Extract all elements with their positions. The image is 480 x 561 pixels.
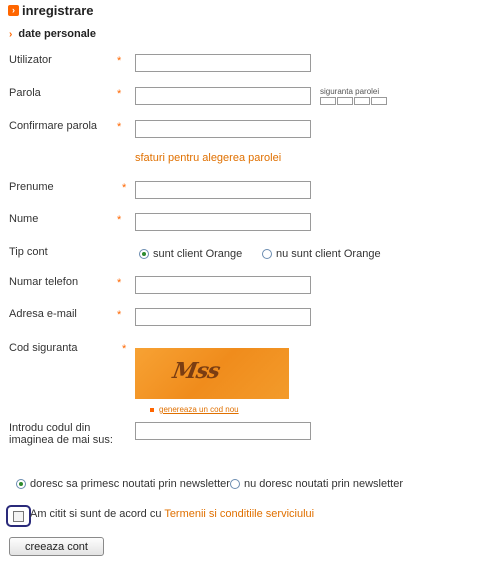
- captcha-image: [135, 348, 289, 399]
- regenerate-code[interactable]: [150, 405, 239, 414]
- page-header: [8, 3, 94, 18]
- radio-selected-icon[interactable]: [16, 479, 26, 489]
- newsletter-unsubscribe[interactable]: [230, 478, 403, 490]
- terms-checkbox-focus[interactable]: [6, 505, 31, 527]
- captcha-text: Mss: [170, 358, 222, 384]
- account-type-orange-client[interactable]: [139, 248, 242, 260]
- radio-unselected-icon[interactable]: [230, 479, 240, 489]
- required-mark: *: [117, 277, 122, 289]
- email-input[interactable]: [135, 308, 311, 326]
- strength-segment: [320, 97, 336, 105]
- first-name-label: Prenume: [9, 181, 54, 193]
- phone-label: Numar telefon: [9, 276, 79, 288]
- account-type-not-orange-client[interactable]: [262, 248, 381, 260]
- phone-input[interactable]: [135, 276, 311, 294]
- newsletter-subscribe[interactable]: [16, 478, 230, 490]
- terms-text: [30, 508, 314, 520]
- confirm-password-input[interactable]: [135, 120, 311, 138]
- radio-label: sunt client Orange: [153, 248, 243, 260]
- password-label: Parola: [9, 87, 41, 99]
- password-strength-meter: [320, 97, 387, 105]
- radio-label: doresc sa primesc noutati prin newsletter: [30, 478, 230, 490]
- radio-unselected-icon[interactable]: [262, 249, 272, 259]
- last-name-input[interactable]: [135, 213, 311, 231]
- required-mark: *: [117, 121, 122, 133]
- confirm-password-label: Confirmare parola: [9, 120, 98, 132]
- required-mark: *: [122, 343, 127, 355]
- chevron-right-icon: ›: [9, 28, 13, 40]
- enter-code-label-line2: imaginea de mai sus:: [9, 434, 113, 446]
- terms-label: Am citit si sunt de acord cu: [30, 508, 165, 520]
- captcha-label: Cod siguranta: [9, 342, 78, 354]
- terms-link[interactable]: Termenii si conditiile serviciului: [164, 508, 315, 520]
- password-input[interactable]: [135, 87, 311, 105]
- terms-checkbox[interactable]: [13, 511, 24, 522]
- required-mark: *: [117, 55, 122, 67]
- regenerate-code-link[interactable]: genereaza un cod nou: [159, 405, 239, 414]
- radio-label: nu sunt client Orange: [276, 248, 381, 260]
- create-account-button[interactable]: creeaza cont: [9, 537, 104, 556]
- strength-segment: [337, 97, 353, 105]
- required-mark: *: [117, 309, 122, 321]
- page-title: inregistrare: [22, 3, 94, 18]
- strength-segment: [371, 97, 387, 105]
- username-input[interactable]: [135, 54, 311, 72]
- enter-code-label-line1: Introdu codul din: [9, 422, 91, 434]
- first-name-input[interactable]: [135, 181, 311, 199]
- captcha-input[interactable]: [135, 422, 311, 440]
- email-label: Adresa e-mail: [9, 308, 77, 320]
- required-mark: *: [117, 88, 122, 100]
- bullet-icon: [150, 408, 154, 412]
- section-title: date personale: [18, 28, 96, 40]
- last-name-label: Nume: [9, 213, 39, 225]
- section-header: [9, 28, 96, 40]
- required-mark: *: [122, 182, 127, 194]
- orange-square-icon: ›: [8, 5, 19, 16]
- password-strength-label: siguranta parolei: [320, 87, 380, 96]
- password-tips-link[interactable]: sfaturi pentru alegerea parolei: [135, 152, 282, 164]
- required-mark: *: [117, 214, 122, 226]
- radio-selected-icon[interactable]: [139, 249, 149, 259]
- username-label: Utilizator: [9, 54, 52, 66]
- radio-label: nu doresc noutati prin newsletter: [244, 478, 403, 490]
- strength-segment: [354, 97, 370, 105]
- account-type-label: Tip cont: [9, 246, 48, 258]
